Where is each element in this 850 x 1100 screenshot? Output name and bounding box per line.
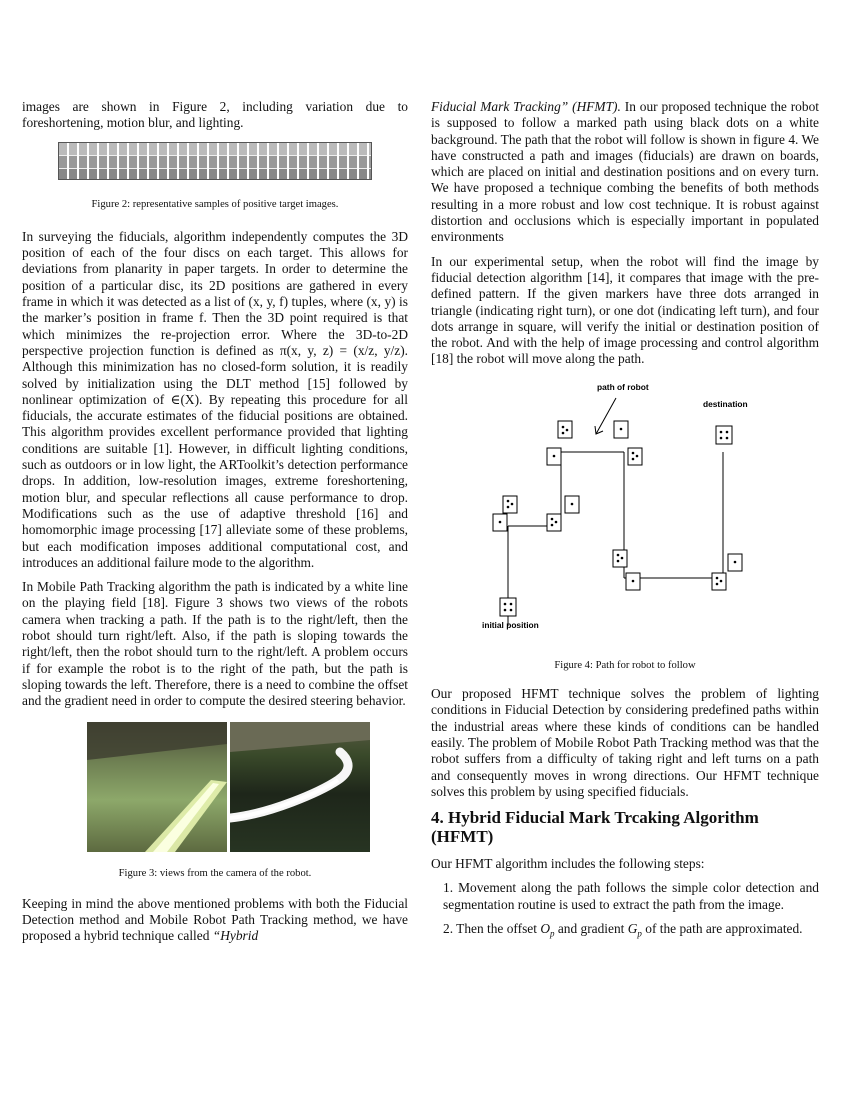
figure-2-target-samples	[58, 142, 372, 180]
text: Keeping in mind the above mentioned problems with both the Fiducial Detection method and Mobile Robot Path Tracking method, we have proposed a hybrid technique called	[22, 895, 408, 944]
math-sub: p	[549, 928, 555, 939]
italic-text: “Hybrid	[212, 928, 259, 944]
math-g: G	[627, 921, 638, 937]
paragraph	[431, 99, 819, 246]
math-sub: p	[637, 928, 642, 939]
figure-4-path-diagram	[431, 376, 819, 648]
paragraph: images are shown in Figure 2, including variation due to foreshortening, motion blur, and lighting.	[22, 99, 408, 131]
figure-4-caption: Figure 4: Path for robot to follow	[554, 659, 696, 671]
figure-3-photos	[22, 722, 408, 852]
paragraph: In Mobile Path Tracking algorithm the path is indicated by a white line on the playing field [18]. Figure 3 shows two views of the robots camera when tracking a path. If the path is to the right/left, then the robot should turn right/left. Also, if the path is sloping towards the right/left, then the robot should turn to the right/left. A problem occurs if for example the robot is to the right of the path, but the path is sloping towards the left. Therefore, there is a need to combine the offset and the gradient need in order to compute the desired steering behavior.	[22, 579, 408, 709]
left-column	[22, 99, 408, 953]
figure-3-caption: Figure 3: views from the camera of the robot.	[118, 867, 312, 879]
camera-view-2	[230, 722, 370, 852]
paragraph	[22, 896, 408, 945]
text: In our proposed technique the robot is supposed to follow a marked path using black dots on a white background. The path that the robot will follow is shown in figure 4. We have constructed a path and images (fiducials) are drawn on boards, which are placed on initial and destination positions and on every turn. We have proposed a technique combing the benefits of both methods resulting in a more robust and low cost technique. It is robust against distortion and occlusions which is especially important in populated environments	[431, 99, 819, 245]
step-2	[431, 921, 819, 942]
label-initial-position: initial position	[482, 619, 539, 630]
paragraph: In surveying the fiducials, algorithm independently computes the 3D position of each of the four discs on each target. This allows for deviations from planarity in paper targets. In order to determine the position of a particular disc, its 2D positions are gathered in every frame in which it was detected as a list of (x, y, f) tuples, where (x, y) is the marker’s position in frame f. Then the 3D point required is that which minimizes the re-projection error. Where the 3D-to-2D perspective projection function is defined as π(x, y, z) = (x/z, y/z). Although this minimization has no closed-form solution, it is readily solved by initialization using the DLT method [15] followed by nonlinear optimization of ∈(X). By repeating this procedure for all fiducials, the accurate estimates of the fiducial positions are obtained. This algorithm provides excellent performance provided that lighting conditions are suitable [1]. However, in difficult lighting conditions, such as outdoors or in low light, the ARToolkit’s detection performance drops. In addition, low-resolution images, extreme foreshortening, motion blur, and specular reflections all cause performance to drop. Modifications such as the use of adaptive threshold [16] and homomorphic image processing [17] alleviate some of these problems, but each modification imposes additional computational cost, and introduces an additional failure mode to the algorithm.	[22, 228, 408, 570]
math-gp	[627, 921, 642, 939]
paragraph: Our HFMT algorithm includes the following steps:	[431, 856, 705, 872]
step-1: 1. Movement along the path follows the simple color detection and segmentation routine is used to extract the path from the image.	[443, 880, 819, 912]
text: of the path are approximated.	[641, 921, 803, 937]
math-op	[540, 921, 555, 939]
paragraph: Our proposed HFMT technique solves the problem of lighting conditions in Fiducial Detection by considering predefined paths within the industrial areas where these kinds of conditions can be handled easily. The problem of Mobile Robot Path Tracking method was that the robot suffers from a difficulty of taking right and left turns on a path and consequently moves in wrong directions. Our HFMT technique solves this problem by using specified fiducials.	[431, 686, 819, 799]
text: 2. Then the offset	[443, 921, 541, 937]
section-heading: 4. Hybrid Fiducial Mark Trcaking Algorithm (HFMT)	[431, 808, 759, 847]
italic-text: Fiducial Mark Tracking” (HFMT).	[431, 99, 621, 114]
paragraph: In our experimental setup, when the robot will find the image by fiducial detection algorithm [14], it compares that image with the pre-defined pattern. If the given markers have three dots arranged in triangle (indicating right turn), or one dot (indicating left turn), and four dots arrange in square, will verify the initial or destination position of the robot. And with the help of image processing and control algorithm [18] the robot will move along the path.	[431, 253, 819, 367]
label-path-of-robot: path of robot	[597, 381, 649, 392]
right-column	[431, 99, 819, 950]
label-destination: destination	[703, 398, 748, 409]
figure-2-caption: Figure 2: representative samples of positive target images.	[91, 198, 339, 210]
text: and gradient	[554, 921, 628, 937]
math-o: O	[540, 921, 550, 937]
camera-view-1	[87, 722, 227, 852]
